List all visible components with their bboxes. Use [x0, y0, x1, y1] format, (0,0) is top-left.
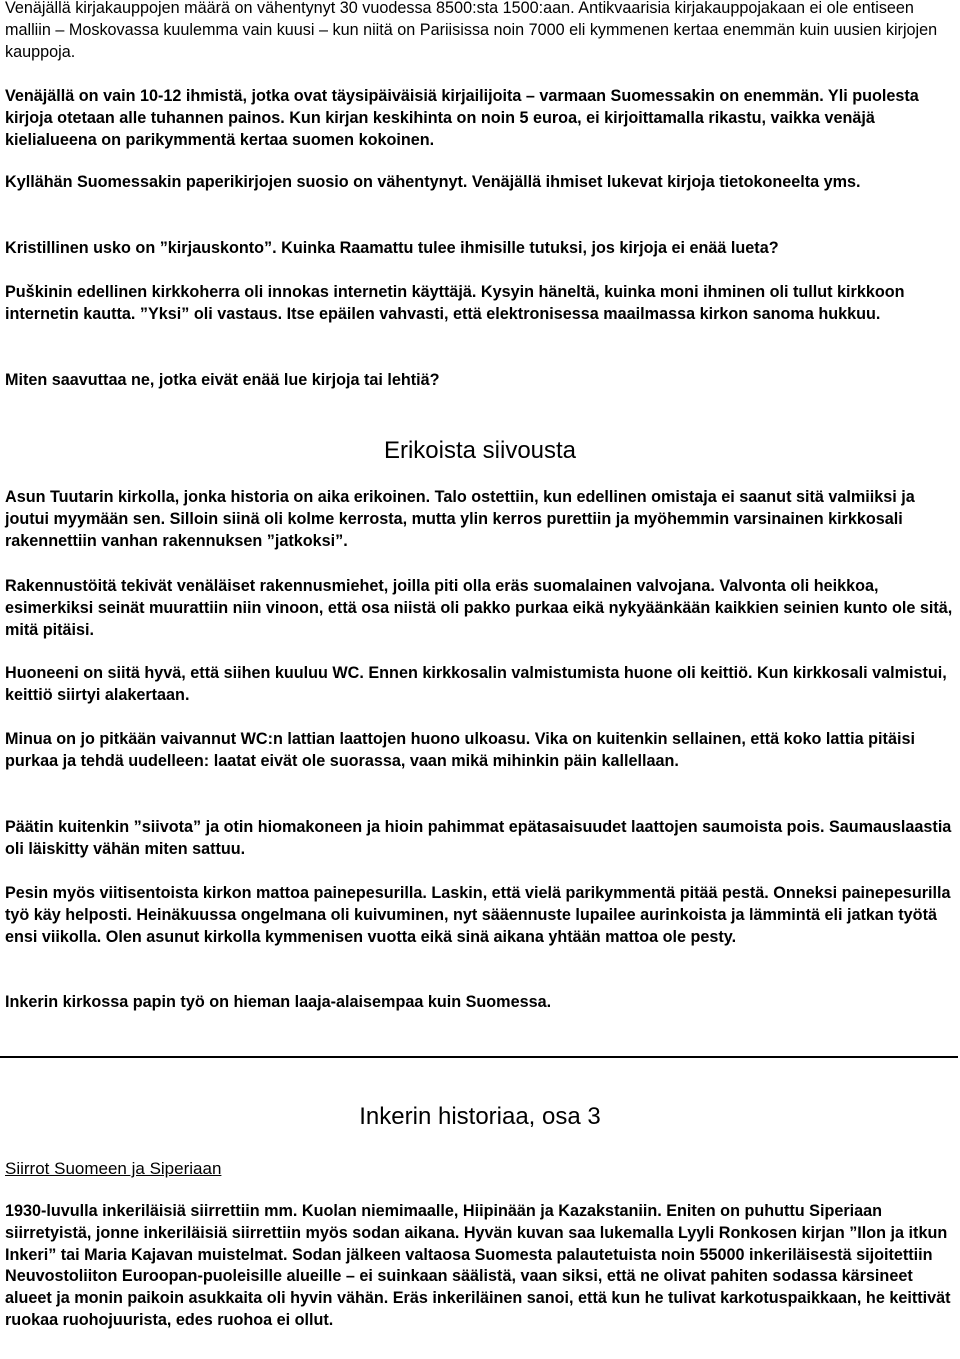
paragraph-carpets: Pesin myös viitisentoista kirkon mattoa painepesurilla. Laskin, että vielä parikymmentä pitää pestä. Onneksi painepesurilla työ käy helposti. Heinäkuussa ongelmana oli kuivuminen, nyt sääennuste lupailee aurinkoista ja lämmintä eli jatkan työtä ensi viikolla. Olen asunut kirkolla kymmenisen vuotta eikä sinä aikana yhtään mattoa ole pesty.: [5, 884, 951, 946]
section-divider: [0, 1056, 958, 1058]
paragraph-book-religion: Kristillinen usko on ”kirjauskonto”. Kuinka Raamattu tulee ihmisille tutuksi, jos kirjoja ei enää lueta?: [5, 239, 779, 257]
paragraph-writers: Venäjällä on vain 10-12 ihmistä, jotka ovat täysipäiväisiä kirjailijoita – varmaan Suomessakin on enemmän. Yli puolesta kirjoja otetaan alle tuhannen painos. Kun kirjan keskihinta on noin 5 euroa, ei kirjoittamalla rikastu, vaikka venäjä kielialueena on parikymmentä kertaa suomen kokoinen.: [5, 87, 919, 149]
paragraph-paper-books: Kyllähän Suomessakin paperikirjojen suosio on vähentynyt. Venäjällä ihmiset lukevat kirjoja tietokoneelta yms.: [5, 173, 861, 191]
paragraph-builders: Rakennustöitä tekivät venäläiset rakennusmiehet, joilla piti olla eräs suomalainen valvojana. Valvonta oli heikkoa, esimerkiksi seinät muurattiin niin vinoon, että osa niistä oli pakko purkaa eikä nykyäänkään kaikkien seinien kunto ole sitä, mitä pitäisi.: [5, 577, 953, 639]
paragraph-pastor-work: Inkerin kirkossa papin työ on hieman laaja-alaisempaa kuin Suomessa.: [5, 993, 552, 1011]
paragraph-bookstores: Venäjällä kirjakauppojen määrä on vähentynyt 30 vuodessa 8500:sta 1500:aan. Antikvaarisia kirjakauppojakaan ei ole entiseen malliin – Moskovassa kuulemma vain kuusi – kun niitä on Pariisissa noin 7000 eli kymmenen kertaa enemmän kuin uusien kirjojen kauppoja.: [5, 0, 938, 61]
paragraph-room: Huoneeni on siitä hyvä, että siihen kuuluu WC. Ennen kirkkosalin valmistumista huone oli keittiö. Kun kirkkosali valmistui, keittiö siirtyi alakertaan.: [5, 664, 947, 704]
paragraph-reach-question: Miten saavuttaa ne, jotka eivät enää lue kirjoja tai lehtiä?: [5, 371, 440, 389]
paragraph-church-history: Asun Tuutarin kirkolla, jonka historia on aika erikoinen. Talo ostettiin, kun edellinen omistaja ei saanut sitä valmiiksi ja joutui myymään sen. Silloin siinä oli kolme kerrosta, mutta ylin kerros purettiin ja myöhemmin varsinainen kirkkosali rakennettiin vanhan rakennuksen ”jatkoksi”.: [5, 488, 915, 550]
paragraph-transfers: 1930-luvulla inkeriläisiä siirrettiin mm. Kuolan niemimaalle, Hiipinään ja Kazakstaniin. Eniten on puhuttu Siperiaan siirretyistä, jonne inkeriläisiä siirrettiin myös sodan aikana. Hyvän kuvan saa lukemalla Lyyli Ronkosen kirjan ”Ilon ja itkun Inkeri” tai Maria Kajavan muistelmat. Sodan jälkeen valtaosa Suomesta palautetuista noin 55000 inkeriläisestä sijoitettiin Neuvostoliiton Euroopan-puoleisille alueille – ei suinkaan säälistä, vaan siksi, että ne olivat pahiten sodassa kärsineet alueet ja monin paikoin asukkaita oli hyvin vähän. Eräs inkeriläinen sanoi, että kun he tulivat karkotuspaikkaan, he keittivät ruokaa ruohojuurista, edes ruohoa ei ollut.: [5, 1202, 951, 1329]
subsection-title-transfers: Siirrot Suomeen ja Siperiaan: [5, 1159, 222, 1178]
paragraph-floor-tiles: Minua on jo pitkään vaivannut WC:n lattian laattojen huono ulkoasu. Vika on kuitenkin sellainen, että koko lattia pitäisi purkaa ja tehdä uudelleen: laatat eivät ole suorassa, vaan mikä mihinkin päin kallellaan.: [5, 730, 915, 770]
paragraph-internet-pastor: Puškinin edellinen kirkkoherra oli innokas internetin käyttäjä. Kysyin häneltä, kuinka moni ihminen oli tullut kirkkoon internetin kautta. ”Yksi” oli vastaus. Itse epäilen vahvasti, että elektronisessa maailmassa kirkon sanoma hukkuu.: [5, 283, 905, 323]
paragraph-grinding: Päätin kuitenkin ”siivota” ja otin hiomakoneen ja hioin pahimmat epätasaisuudet laattojen saumoista pois. Saumauslaastia oli läiskitty vähän miten sattuu.: [5, 818, 952, 858]
section-title-history: Inkerin historiaa, osa 3: [359, 1103, 601, 1130]
section-title-cleaning: Erikoista siivousta: [383, 437, 577, 464]
